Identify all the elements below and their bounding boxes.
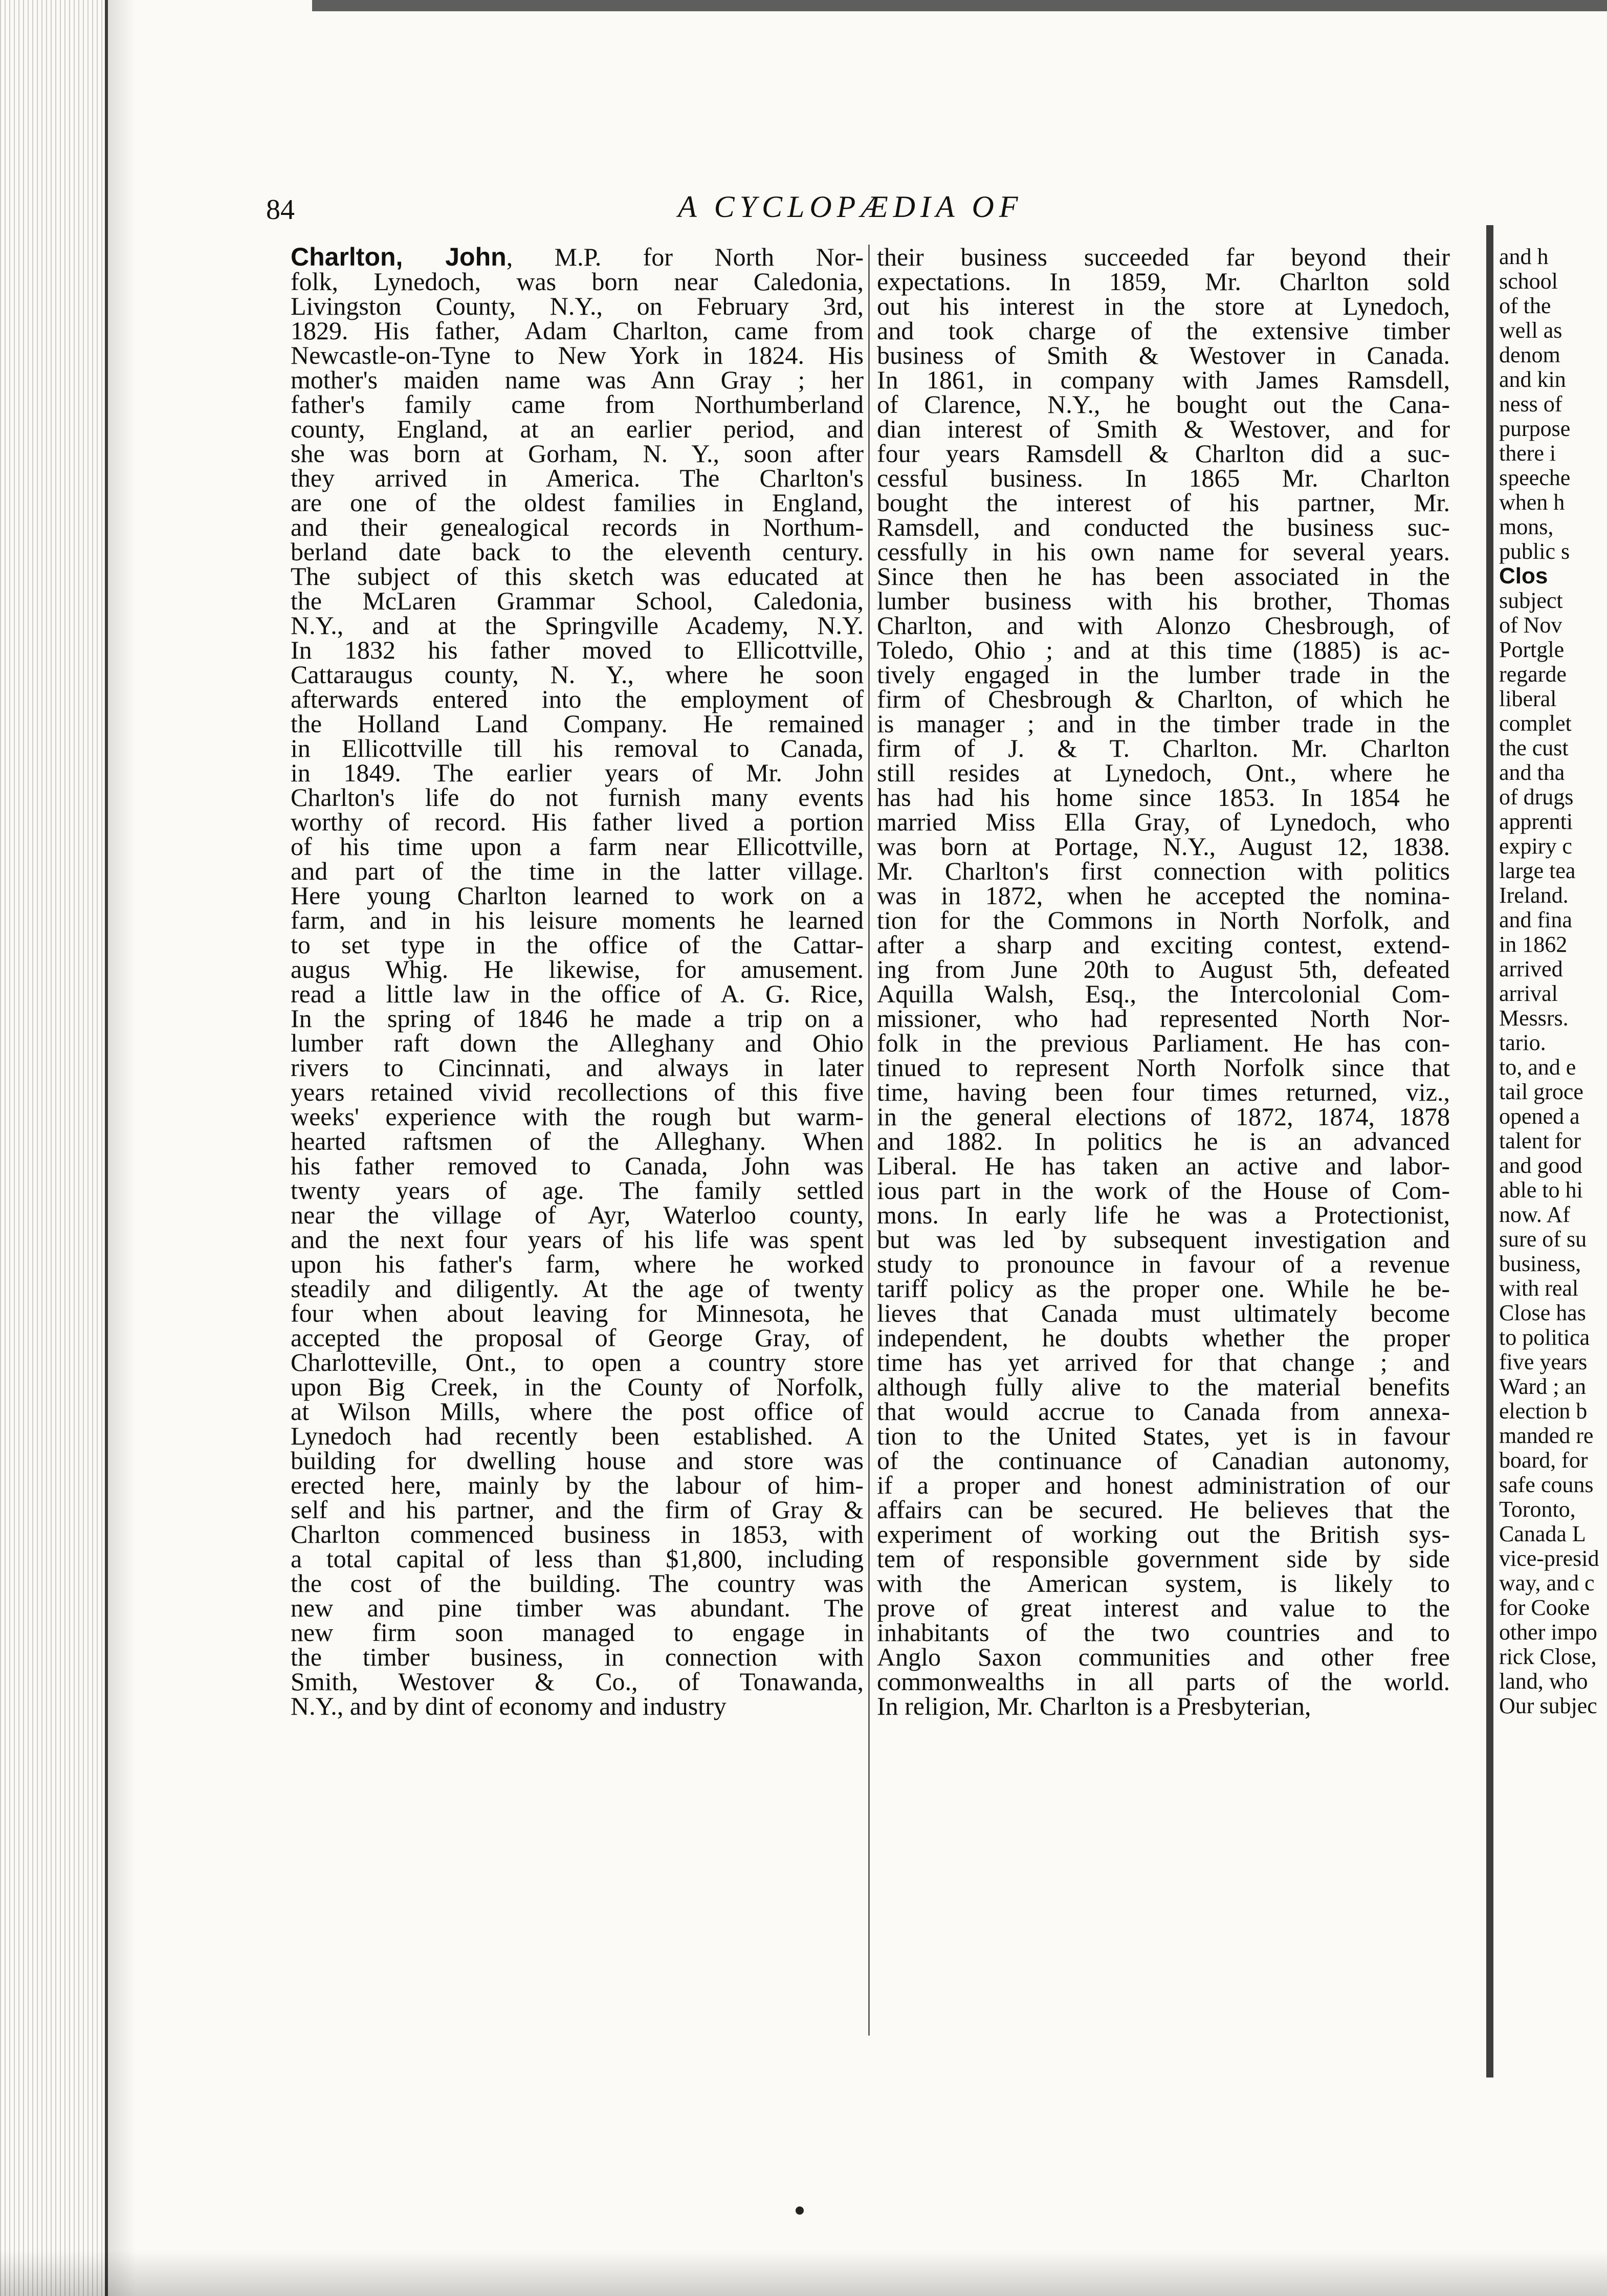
text-line: The subject of this sketch was educated at	[291, 562, 864, 591]
text-line: Charlton, and with Alonzo Chesbrough, of	[877, 611, 1450, 640]
text-line: bought the interest of his partner, Mr.	[877, 488, 1450, 517]
text-line: regarde	[1499, 662, 1567, 687]
text-line: talent for	[1499, 1128, 1581, 1153]
text-line: and their genealogical records in Northum-	[291, 513, 864, 541]
text-line: berland date back to the eleventh century.	[291, 537, 864, 566]
text-line: are one of the oldest families in England,	[291, 488, 864, 517]
text-line: of drugs	[1499, 784, 1574, 810]
text-line: In the spring of 1846 he made a trip on a	[291, 1004, 864, 1033]
text-line: Mr. Charlton's first connection with politics	[877, 857, 1450, 885]
text-line: prove of great interest and value to the	[877, 1593, 1450, 1622]
text-line: N.Y., and by dint of economy and industry	[291, 1692, 727, 1720]
text-line: at Wilson Mills, where the post office of	[291, 1397, 864, 1426]
text-line: new and pine timber was abundant. The	[291, 1593, 864, 1622]
ink-dot	[796, 2206, 804, 2215]
text-line: vice-presid	[1499, 1546, 1599, 1571]
text-line: election b	[1499, 1398, 1588, 1424]
text-line: tario.	[1499, 1030, 1546, 1055]
text-line: other impo	[1499, 1620, 1597, 1645]
text-line: commonwealths in all parts of the world.	[877, 1667, 1450, 1696]
text-line: Anglo Saxon communities and other free	[877, 1643, 1450, 1671]
text-line: they arrived in America. The Charlton's	[291, 464, 864, 492]
text-line: cessful business. In 1865 Mr. Charlton	[877, 464, 1450, 492]
text-line: married Miss Ella Gray, of Lynedoch, who	[877, 807, 1450, 836]
text-line: public s	[1499, 539, 1570, 564]
text-line: to set type in the office of the Cattar-	[291, 930, 864, 959]
text-line: is manager ; and in the timber trade in the	[877, 709, 1450, 738]
text-line: erected here, mainly by the labour of him-	[291, 1471, 864, 1499]
text-line: Ramsdell, and conducted the business suc-	[877, 513, 1450, 541]
text-line: business,	[1499, 1251, 1581, 1276]
text-line: time, having been four times returned, viz.,	[877, 1078, 1450, 1106]
text-line: Toronto,	[1499, 1497, 1576, 1522]
text-line: subject	[1499, 588, 1563, 613]
text-line: and good	[1499, 1153, 1582, 1178]
text-line: folk, Lynedoch, was born near Caledonia,	[291, 267, 864, 296]
text-line: Newcastle-on-Tyne to New York in 1824. His	[291, 341, 864, 369]
text-line: Liberal. He has taken an active and labor-	[877, 1151, 1450, 1180]
text-line: In 1832 his father moved to Ellicottville,	[291, 636, 864, 664]
text-line: way, and c	[1499, 1570, 1595, 1595]
text-line: experiment of working out the British sys-	[877, 1520, 1450, 1548]
text-line: of the	[1499, 293, 1551, 318]
text-line: sure of su	[1499, 1227, 1587, 1252]
text-line: study to pronounce in favour of a revenue	[877, 1250, 1450, 1278]
text-line: of Nov	[1499, 613, 1562, 638]
text-line: father's family came from Northumberland	[291, 390, 864, 419]
text-line: to, and e	[1499, 1055, 1576, 1080]
text-line: mother's maiden name was Ann Gray ; her	[291, 365, 864, 394]
text-line: Our subjec	[1499, 1693, 1597, 1718]
text-line: the cust	[1499, 735, 1569, 760]
text-line: able to hi	[1499, 1177, 1583, 1202]
text-line: lumber raft down the Alleghany and Ohio	[291, 1029, 864, 1057]
text-line: firm of Chesbrough & Charlton, of which he	[877, 685, 1450, 713]
text-line: tion to the United States, yet is in favour	[877, 1422, 1450, 1450]
text-line: and took charge of the extensive timber	[877, 316, 1450, 345]
text-line: In religion, Mr. Charlton is a Presbyterian,	[877, 1692, 1311, 1720]
text-line: now. Af	[1499, 1202, 1570, 1227]
text-line: with real	[1499, 1276, 1579, 1301]
text-line: his father removed to Canada, John was	[291, 1151, 864, 1180]
text-line: the timber business, in connection with	[291, 1643, 864, 1671]
text-line: out his interest in the store at Lynedoch,	[877, 292, 1450, 320]
text-line: school	[1499, 269, 1558, 294]
text-line: four years Ramsdell & Charlton did a suc-	[877, 439, 1450, 468]
text-line: the Holland Land Company. He remained	[291, 709, 864, 738]
text-line: in Ellicottville till his removal to Canada,	[291, 734, 864, 762]
text-line: she was born at Gorham, N. Y., soon after	[291, 439, 864, 468]
text-line: worthy of record. His father lived a portion	[291, 807, 864, 836]
text-line: In 1861, in company with James Ramsdell,	[877, 365, 1450, 394]
text-line: their business succeeded far beyond their	[877, 243, 1450, 271]
text-line: business of Smith & Westover in Canada.	[877, 341, 1450, 369]
text-line: in the general elections of 1872, 1874, 1878	[877, 1102, 1450, 1131]
text-line: Ward ; an	[1499, 1374, 1586, 1399]
text-line: firm of J. & T. Charlton. Mr. Charlton	[877, 734, 1450, 762]
text-line: apprenti	[1499, 809, 1573, 834]
text-line: building for dwelling house and store was	[291, 1446, 864, 1475]
text-line: tion for the Commons in North Norfolk, and	[877, 906, 1450, 934]
text-line: and the next four years of his life was spent	[291, 1225, 864, 1254]
text-line: rivers to Cincinnati, and always in later	[291, 1053, 864, 1082]
text-line: well as	[1499, 318, 1562, 343]
text-line: ing from June 20th to August 5th, defeated	[877, 955, 1450, 983]
text-line: of Clarence, N.Y., he bought out the Cana-	[877, 390, 1450, 419]
column-3-partial	[1499, 245, 1607, 1718]
text-line: denom	[1499, 342, 1560, 367]
text-line: Cattaraugus county, N. Y., where he soon	[291, 660, 864, 689]
text-line: expectations. In 1859, Mr. Charlton sold	[877, 267, 1450, 296]
text-line: and part of the time in the latter village.	[291, 857, 864, 885]
text-line: a total capital of less than $1,800, including	[291, 1544, 864, 1573]
text-line: independent, he doubts whether the proper	[877, 1323, 1450, 1352]
text-line: weeks' experience with the rough but warm-	[291, 1102, 864, 1131]
text-line: manded re	[1499, 1423, 1594, 1448]
text-line: upon his father's farm, where he worked	[291, 1250, 864, 1278]
column-2	[877, 245, 1450, 1718]
text-line: was in 1872, when he accepted the nomina-	[877, 881, 1450, 910]
text-line: Charlotteville, Ont., to open a country store	[291, 1348, 864, 1376]
text-line: was born at Portage, N.Y., August 12, 1838.	[877, 832, 1450, 861]
text-line: there i	[1499, 441, 1556, 466]
text-line: purpose	[1499, 416, 1571, 441]
text-line: Aquilla Walsh, Esq., the Intercolonial Com-	[877, 979, 1450, 1008]
page-header	[266, 189, 1520, 235]
text-line: county, England, at an earlier period, and	[291, 414, 864, 443]
text-line: Charlton, John, M.P. for North Nor-	[291, 243, 864, 271]
text-line: of the continuance of Canadian autonomy,	[877, 1446, 1450, 1475]
text-line: arrival	[1499, 981, 1558, 1006]
text-line: safe couns	[1499, 1472, 1594, 1497]
text-line: steadily and diligently. At the age of twenty	[291, 1274, 864, 1303]
text-line: and 1882. In politics he is an advanced	[877, 1127, 1450, 1155]
text-line: folk in the previous Parliament. He has con-	[877, 1029, 1450, 1057]
text-line: missioner, who had represented North Nor-	[877, 1004, 1450, 1033]
column-1	[291, 245, 864, 1718]
text-line: four when about leaving for Minnesota, he	[291, 1299, 864, 1327]
text-line: Livingston County, N.Y., on February 3rd,	[291, 292, 864, 320]
text-line: if a proper and honest administration of our	[877, 1471, 1450, 1499]
text-line: and h	[1499, 245, 1549, 269]
text-line: Ireland.	[1499, 883, 1569, 908]
text-line: in 1862	[1499, 932, 1568, 957]
text-line: farm, and in his leisure moments he learned	[291, 906, 864, 934]
text-line: afterwards entered into the employment of	[291, 685, 864, 713]
text-line: with the American system, is likely to	[877, 1569, 1450, 1598]
text-line: land, who	[1499, 1669, 1588, 1694]
text-line: lumber business with his brother, Thomas	[877, 586, 1450, 615]
text-line: to politica	[1499, 1325, 1590, 1350]
text-line: large tea	[1499, 858, 1576, 883]
text-line: still resides at Lynedoch, Ont., where he	[877, 758, 1450, 787]
text-line: and tha	[1499, 760, 1565, 785]
text-line: ness of	[1499, 391, 1562, 417]
text-line: Lynedoch had recently been established. A	[291, 1422, 864, 1450]
text-line: near the village of Ayr, Waterloo county,	[291, 1200, 864, 1229]
text-line: five years	[1499, 1349, 1588, 1374]
text-line: complet	[1499, 711, 1572, 736]
text-line: Smith, Westover & Co., of Tonawanda,	[291, 1667, 864, 1696]
text-line: Charlton commenced business in 1853, with	[291, 1520, 864, 1548]
text-line: years retained vivid recollections of this five	[291, 1078, 864, 1106]
text-line: mons,	[1499, 514, 1554, 539]
text-line: self and his partner, and the firm of Gray &	[291, 1495, 864, 1524]
page-number: 84	[266, 194, 295, 226]
text-line: has had his home since 1853. In 1854 he	[877, 783, 1450, 812]
text-line: read a little law in the office of A. G. Rice,	[291, 979, 864, 1008]
text-line: time has yet arrived for that change ; and	[877, 1348, 1450, 1376]
text-line: Toledo, Ohio ; and at this time (1885) is ac-	[877, 636, 1450, 664]
text-line: dian interest of Smith & Westover, and for	[877, 414, 1450, 443]
page-fold-line	[1486, 225, 1493, 2078]
text-line: upon Big Creek, in the County of Norfolk,	[291, 1372, 864, 1401]
text-line: when h	[1499, 490, 1565, 515]
text-line: opened a	[1499, 1104, 1580, 1129]
text-line: tinued to represent North Norfolk since that	[877, 1053, 1450, 1082]
text-line: the McLaren Grammar School, Caledonia,	[291, 586, 864, 615]
text-line: the cost of the building. The country was	[291, 1569, 864, 1598]
text-line: N.Y., and at the Springville Academy, N.Y.	[291, 611, 864, 640]
text-line: but was led by subsequent investigation and	[877, 1225, 1450, 1254]
column-divider	[868, 245, 870, 2036]
text-line: Messrs.	[1499, 1005, 1569, 1031]
text-line: of his time upon a farm near Ellicottville,	[291, 832, 864, 861]
text-line: inhabitants of the two countries and to	[877, 1618, 1450, 1647]
text-line: accepted the proposal of George Gray, of	[291, 1323, 864, 1352]
text-line: Since then he has been associated in the	[877, 562, 1450, 591]
scan-top-edge	[312, 0, 1607, 11]
text-line: hearted raftsmen of the Alleghany. When	[291, 1127, 864, 1155]
text-line: and fina	[1499, 907, 1572, 932]
text-line: Charlton's life do not furnish many events	[291, 783, 864, 812]
text-line: and kin	[1499, 367, 1566, 392]
text-line: for Cooke	[1499, 1595, 1590, 1620]
bottom-shadow	[0, 2250, 1607, 2296]
text-line: that would accrue to Canada from annexa-	[877, 1397, 1450, 1426]
text-line: 1829. His father, Adam Charlton, came from	[291, 316, 864, 345]
text-line: arrived	[1499, 956, 1563, 981]
text-line: board, for	[1499, 1448, 1588, 1473]
text-line: liberal	[1499, 686, 1557, 711]
text-line: augus Whig. He likewise, for amusement.	[291, 955, 864, 983]
text-line: tariff policy as the proper one. While he be-	[877, 1274, 1450, 1303]
entry-name: Charlton, John	[291, 243, 507, 271]
text-line: rick Close,	[1499, 1644, 1597, 1669]
text-line: tail groce	[1499, 1079, 1583, 1104]
text-line: Portgle	[1499, 637, 1565, 662]
text-line: in 1849. The earlier years of Mr. John	[291, 758, 864, 787]
text-line: twenty years of age. The family settled	[291, 1176, 864, 1205]
text-line: tively engaged in the lumber trade in the	[877, 660, 1450, 689]
text-line: Here young Charlton learned to work on a	[291, 881, 864, 910]
text-line: ious part in the work of the House of Com-	[877, 1176, 1450, 1205]
text-line: although fully alive to the material benefits	[877, 1372, 1450, 1401]
text-line: expiry c	[1499, 834, 1572, 859]
text-line: Clos	[1499, 563, 1548, 588]
text-line: Close has	[1499, 1300, 1586, 1325]
text-line: tem of responsible government side by side	[877, 1544, 1450, 1573]
text-line: new firm soon managed to engage in	[291, 1618, 864, 1647]
gutter-shadow	[105, 0, 136, 2296]
text-line: cessfully in his own name for several years.	[877, 537, 1450, 566]
binding-gutter	[0, 0, 108, 2296]
text-line: lieves that Canada must ultimately become	[877, 1299, 1450, 1327]
running-head: A CYCLOPÆDIA OF	[678, 190, 1023, 224]
text-line: speeche	[1499, 465, 1571, 490]
text-line: affairs can be secured. He believes that the	[877, 1495, 1450, 1524]
text-line: after a sharp and exciting contest, extend-	[877, 930, 1450, 959]
text-line: mons. In early life he was a Protectionist,	[877, 1200, 1450, 1229]
text-line: Canada L	[1499, 1521, 1586, 1546]
